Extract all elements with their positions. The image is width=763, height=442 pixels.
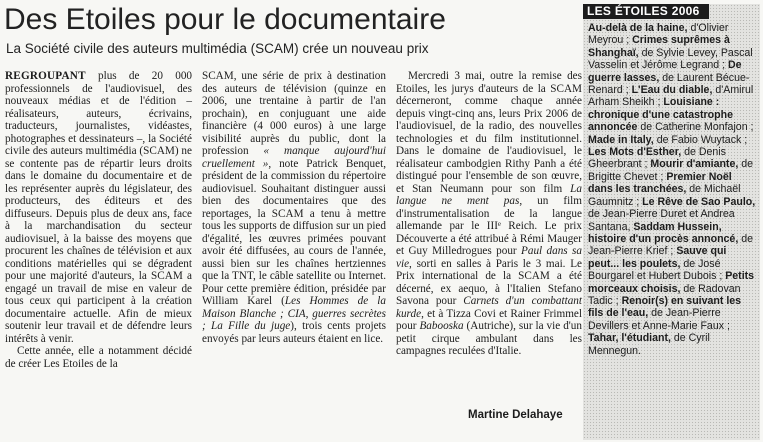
film-director: de Jean-Pierre Devillers et Anne-Marie Faux ; bbox=[588, 307, 730, 332]
lead-word: REGROUPANT bbox=[5, 70, 86, 82]
film-title: De guerre lasses, bbox=[588, 59, 742, 84]
article-column-3 bbox=[396, 70, 582, 358]
film-director: de Denis Gheerbrant ; bbox=[588, 146, 726, 171]
film-title: Crimes suprêmes à Shanghaï, bbox=[588, 34, 730, 59]
film-director: de Sylvie Levey, Pascal Vasselin et Jérôme Legrand ; bbox=[588, 46, 753, 72]
film-title: Renoir(s) en suivant les fils de l'eau, bbox=[588, 294, 742, 320]
film-title-reference: Les Hommes de la Maison Blanche ; CIA, guerres secrètes ; La Fille du juge bbox=[202, 295, 386, 332]
film-title: Sauve qui peut... les poulets, bbox=[588, 245, 727, 270]
film-title: Mourir d'amiante, bbox=[650, 158, 739, 171]
sidebar-box bbox=[583, 4, 760, 440]
article-subhead: La Société civile des auteurs multimédia (SCAM) crée un nouveau prix bbox=[6, 41, 429, 56]
sidebar-title: LES ÉTOILES 2006 bbox=[583, 4, 709, 19]
article-column-2 bbox=[202, 70, 386, 345]
film-title-reference: La langue ne ment pas bbox=[396, 182, 582, 207]
film-list bbox=[583, 19, 760, 357]
film-title: Premier Noël dans les tranchées, bbox=[588, 170, 732, 196]
film-director: de Jean-Pierre Duret et Andrea Santana, bbox=[588, 208, 735, 233]
article-column-1 bbox=[5, 70, 192, 370]
film-director: d'Amirul Arham Sheikh ; bbox=[588, 84, 754, 109]
film-title-reference: Paul dans sa vie bbox=[396, 245, 582, 270]
film-director: de Laurent Bécue-Renard ; bbox=[588, 71, 750, 97]
film-director: de Radovan Tadic ; bbox=[588, 282, 741, 307]
article-headline: Des Etoiles pour le documentaire bbox=[4, 3, 446, 36]
film-director: de Catherine Monfajon ; bbox=[637, 121, 754, 134]
film-director: de Jean-Pierre Krief ; bbox=[588, 232, 754, 258]
film-title: Au-delà de la haine, bbox=[588, 22, 688, 34]
film-title: Le Rêve de Sao Paulo, bbox=[642, 195, 756, 208]
paragraph bbox=[5, 70, 192, 345]
paragraph-text: ), trois cents projets envoyés par leurs auteurs étaient en lice. bbox=[202, 320, 386, 345]
paragraph-text: Mercredi 3 mai, outre la remise des Etoiles, les jurys d'auteurs de la SCAM décerneront, comme chaque année depuis vingt-cinq ans, leurs Prix 2006 de l'audiovisuel, de la radio, des nouvelles technologies et du film institutionnel. Dans le domaine de l'audiovisuel, le réalisateur cambodgien Rithy Panh a été distingué pour l'ensemble de son œuvre, et Stan Neumann pour son film bbox=[396, 70, 582, 195]
paragraph: Cette année, elle a notamment décidé de créer Les Etoiles de la bbox=[5, 345, 192, 370]
film-title: Tahar, l'étudiant, bbox=[588, 332, 671, 345]
film-director: de Michaël Gaumnitz ; bbox=[588, 183, 741, 208]
quote-text: « manque aujourd'hui cruellement » bbox=[202, 145, 386, 170]
paragraph-text: , sorti en salles à Paris le 3 mai. Le Prix international de la SCAM a été décerné, ex aequo, à l'Italien Stefano Savona pour bbox=[396, 257, 582, 307]
paragraph-text: (Autriche), sur la vie d'un petit cirque ambulant dans les campagnes reculées d'Italie. bbox=[396, 320, 582, 357]
film-director: de Brigitte Chevet ; bbox=[588, 158, 754, 183]
film-director: de José Bourgarel et Hubert Dubois ; bbox=[588, 257, 726, 283]
film-director: de Cyril Mennegun. bbox=[588, 332, 710, 357]
film-director: de Fabio Wuytack ; bbox=[653, 133, 748, 146]
film-title: Saddam Hussein, histoire d'un procès annoncé, bbox=[588, 220, 739, 245]
paragraph-text: SCAM, une série de prix à destination des auteurs de télévision (quinze en 2006, une trentaine à partir de l'an prochain), en conjuguant une aide financière (4 000 euros) à une large visibilité auprès du public, dont la profession bbox=[202, 70, 386, 157]
film-title: Petits morceaux choisis, bbox=[588, 270, 755, 295]
paragraph bbox=[202, 70, 386, 345]
film-title: Made in Italy, bbox=[588, 133, 654, 146]
author-byline: Martine Delahaye bbox=[468, 409, 563, 421]
paragraph-text: , et à Tizza Covi et Rainer Frimmel pour bbox=[396, 307, 582, 332]
film-title-reference: Carnets d'un combattant kurde bbox=[396, 295, 582, 320]
film-title: Les Mots d'Esther, bbox=[588, 146, 682, 159]
film-title: L'Eau du diable, bbox=[631, 84, 713, 97]
paragraph-text: , note Patrick Benquet, président de la commission du répertoire audiovisuel. Souhaitant distinguer aussi bien des documentaires que des reportages, la SCAM a tenu à mettre tous les supports de diffusion sur un pied d'égalité, les œuvres primées pouvant avoir été diffusées, au cours de l'année, aussi bien sur les chaînes hertziennes que la TNT, le câble satellite ou Internet. Pour cette première édition, présidée par William Karel ( bbox=[202, 157, 386, 307]
film-director: d'Olivier Meyrou ; bbox=[588, 22, 729, 47]
paragraph-text: , un film d'instrumentalisation de la langue allemande par le IIIᵉ Reich. Le prix Découverte a été attribué à Rémi Mauger et Guy Milledrogues pour bbox=[396, 195, 582, 257]
film-title-reference: Babooska bbox=[419, 320, 464, 332]
film-title: Louisiane : chronique d'une catastrophe annoncée bbox=[588, 96, 733, 134]
paragraph bbox=[396, 70, 582, 358]
paragraph-text: plus de 20 000 professionnels de l'audiovisuel, des nouveaux médias et de l'édition – réalisateurs, auteurs, écrivains, traducteurs, journalistes, vidéastes, photographes et dessinateurs –, la Société civile des auteurs multimédia (SCAM) ne se contente pas de répartir leurs droits dans le domaine du documentaire et de les représenter auprès du législateur, des producteurs, des éditeurs et des diffuseurs. Depuis plus de deux ans, face à la marchandisation du secteur audiovisuel, à la baisse des moyens que procurent les chaînes de télévision et aux conditions matérielles qui se dégradent pour une majorité d'auteurs, la SCAM a engagé un travail de mise en valeur de tous ceux qui participent à la création documentaire actuelle. Afin de mieux soutenir leur travail et de défendre leurs intérêts à venir. bbox=[5, 70, 193, 345]
